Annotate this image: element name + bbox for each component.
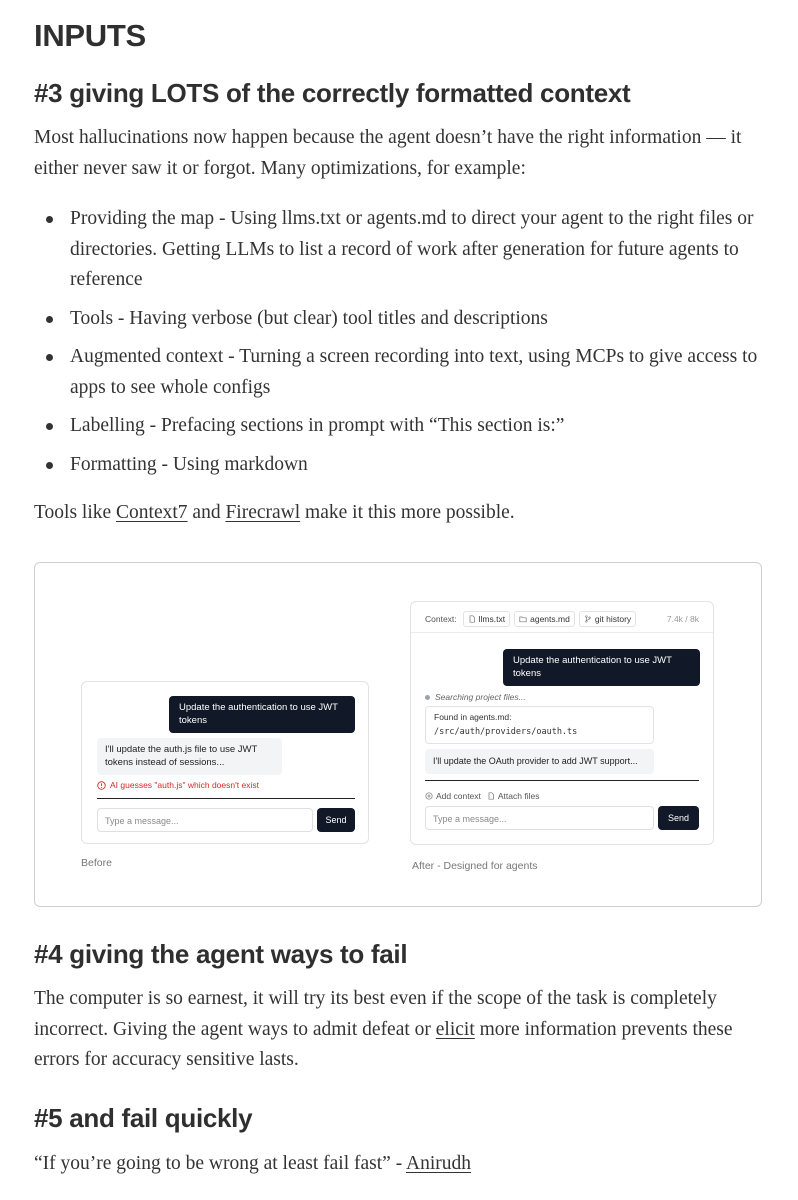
list-item: Labelling - Prefacing sections in prompt with “This section is:” [34, 411, 774, 442]
after-send-button[interactable]: Send [658, 806, 699, 830]
before-agent-message: I'll update the auth.js file to use JWT tokens instead of sessions... [97, 738, 282, 775]
context-label: Context: [425, 614, 457, 624]
before-send-button[interactable]: Send [317, 808, 355, 832]
attach-files-button[interactable] [487, 791, 540, 801]
after-message-input[interactable]: Type a message... [425, 806, 654, 830]
list-item: Providing the map - Using llms.txt or agents.md to direct your agent to the right files or directories. Getting LLMs to list a record of work after generation for future agents to reference [34, 204, 774, 296]
found-label: Found in agents.md: [434, 712, 512, 722]
section-4-text-a: The computer is so earnest, it will try its best even if the scope of the task is completely incorrect. Giving the agent ways to admit defeat or [34, 988, 717, 1040]
anirudh-link[interactable]: Anirudh [406, 1153, 471, 1174]
folder-icon [519, 615, 527, 623]
before-caption: Before [81, 857, 112, 869]
chip-agents-md[interactable] [514, 611, 575, 627]
chip-label: llms.txt [478, 614, 506, 624]
file-icon [487, 792, 495, 800]
plus-circle-icon [425, 792, 433, 800]
quote-text: “If you’re going to be wrong at least fail fast” - [34, 1153, 406, 1174]
list-item: Formatting - Using markdown [34, 450, 774, 481]
status-dot-icon [425, 695, 430, 700]
chip-git-history[interactable] [579, 611, 636, 627]
warning-circle-icon [97, 781, 106, 790]
list-item: Tools - Having verbose (but clear) tool titles and descriptions [34, 304, 774, 335]
context-bar [425, 611, 699, 627]
chip-label: agents.md [530, 614, 570, 624]
tools-and: and [187, 502, 226, 523]
section-4-text-b: more information prevents these errors for accuracy sensitive lasts. [34, 1018, 733, 1070]
firecrawl-link[interactable]: Firecrawl [225, 502, 301, 523]
section-5-title: #5 and fail quickly [34, 1103, 253, 1133]
tools-prefix: Tools like [34, 502, 117, 523]
after-divider [425, 780, 699, 781]
section-4-paragraph [34, 984, 769, 1076]
heading-inputs: INPUTS [34, 18, 146, 53]
token-count: 7.4k / 8k [666, 614, 699, 624]
found-card [425, 706, 654, 744]
chip-label: git history [594, 614, 632, 624]
git-branch-icon [584, 615, 592, 623]
before-warning-text: AI guesses "auth.js" which doesn't exist [110, 780, 259, 790]
tools-sentence [34, 498, 769, 529]
comparison-figure [34, 562, 762, 907]
section-3-title: #3 giving LOTS of the correctly formatted context [34, 78, 631, 108]
attach-toolbar [425, 791, 539, 801]
before-divider [97, 798, 355, 799]
searching-text: Searching project files... [435, 692, 526, 702]
add-context-button[interactable] [425, 791, 481, 801]
before-message-input[interactable]: Type a message... [97, 808, 313, 832]
after-chat-panel [410, 601, 714, 845]
tools-suffix: make it this more possible. [300, 502, 515, 523]
section-3-intro: Most hallucinations now happen because the agent doesn’t have the right information — it either never saw it or forgot. Many optimizations, for example: [34, 127, 742, 179]
section-5-quote [34, 1149, 769, 1180]
add-context-label: Add context [436, 791, 481, 801]
section-4-title: #4 giving the agent ways to fail [34, 939, 408, 969]
chip-llms-txt[interactable] [463, 611, 510, 627]
list-item: Augmented context - Turning a screen recording into text, using MCPs to give access to apps to see whole configs [34, 342, 774, 403]
after-agent-message: I'll update the OAuth provider to add JWT support... [425, 749, 654, 774]
before-user-message: Update the authentication to use JWT tokens [169, 696, 355, 733]
attach-files-label: Attach files [497, 791, 540, 801]
found-path: /src/auth/providers/oauth.ts [434, 727, 578, 737]
after-caption: After - Designed for agents [412, 860, 538, 872]
elicit-link[interactable]: elicit [435, 1018, 475, 1040]
optimization-list [34, 204, 774, 488]
context-bar-divider [411, 632, 713, 633]
before-chat-panel [81, 681, 369, 844]
file-icon [468, 615, 476, 623]
before-warning [97, 780, 259, 790]
searching-status [425, 692, 526, 702]
after-user-message: Update the authentication to use JWT tokens [503, 649, 700, 686]
context7-link[interactable]: Context7 [116, 502, 188, 523]
